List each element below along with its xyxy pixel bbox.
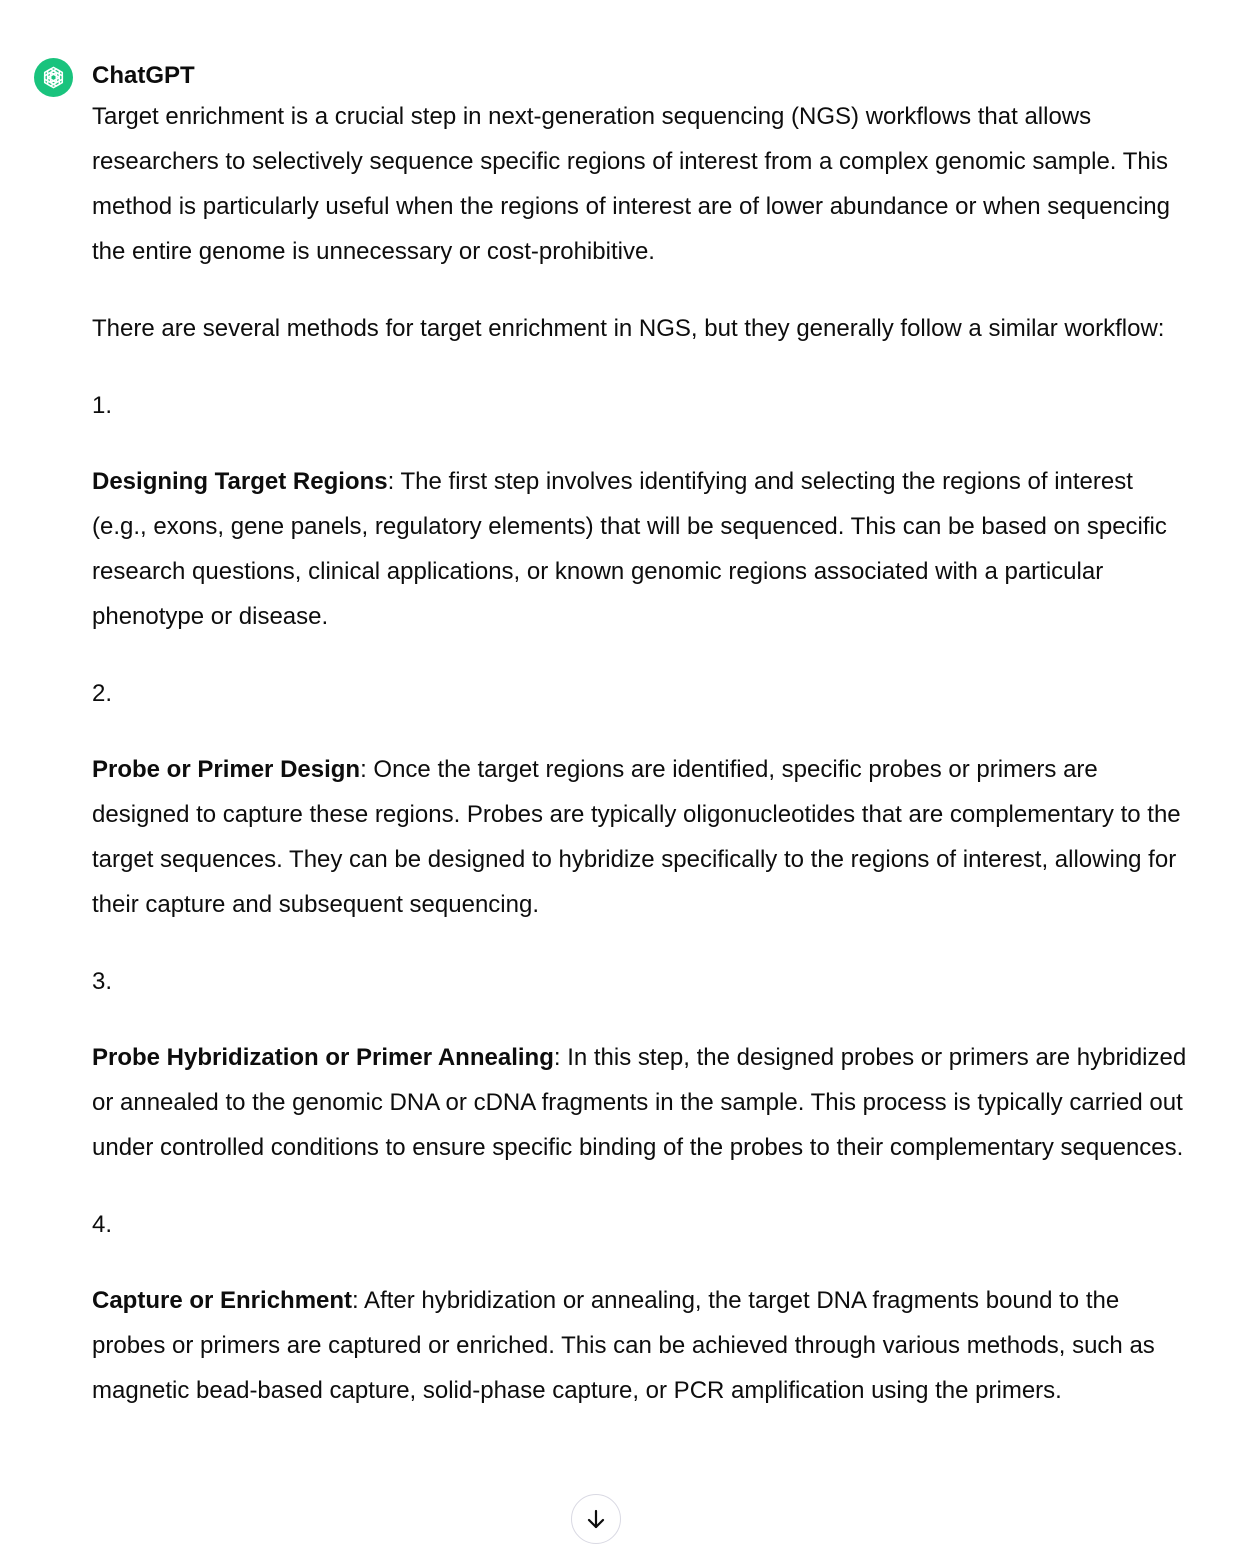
list-item-number: 3. bbox=[92, 968, 113, 995]
list-item-number: 4. bbox=[92, 1211, 113, 1238]
list-item-title: Capture or Enrichment bbox=[92, 1287, 353, 1314]
avatar bbox=[34, 58, 73, 97]
list-item bbox=[92, 747, 1192, 927]
list-item-text: : The first step involves identifying and selecting the regions of interest (e.g., exons, gene panels, regulatory elements) that will be sequenced. This can be based on specific research questions, clinical applications, or known genomic regions associated with a particular phenotype or disease. bbox=[92, 468, 1167, 630]
list-item-title: Designing Target Regions bbox=[92, 468, 388, 495]
list-item-title: Probe Hybridization or Primer Annealing bbox=[92, 1044, 554, 1071]
intro-paragraph: Target enrichment is a crucial step in next-generation sequencing (NGS) workflows that allows researchers to selectively sequence specific regions of interest from a complex genomic sample. This method is particularly useful when the regions of interest are of lower abundance or when sequencing the entire genome is unnecessary or cost-prohibitive. bbox=[92, 103, 1170, 265]
arrow-down-icon bbox=[584, 1507, 608, 1531]
list-item bbox=[92, 459, 1192, 639]
list-item bbox=[92, 1278, 1192, 1413]
workflow-list bbox=[92, 383, 1192, 1413]
list-item-title: Probe or Primer Design bbox=[92, 756, 361, 783]
list-item-number: 1. bbox=[92, 392, 113, 419]
message-content bbox=[92, 58, 1192, 1413]
list-item-text: : Once the target regions are identified, specific probes or primers are designed to capture these regions. Probes are typically oligonucleotides that are complementary to the target sequences. They can be designed to hybridize specifically to the regions of interest, allowing for their capture and subsequent sequencing. bbox=[92, 756, 1181, 918]
list-item-text: : In this step, the designed probes or primers are hybridized or annealed to the genomic DNA or cDNA fragments in the sample. This process is typically carried out under controlled conditions to ensure specific binding of the probes to their complementary sequences. bbox=[92, 1044, 1187, 1161]
list-item bbox=[92, 1035, 1192, 1170]
list-item-text: : After hybridization or annealing, the target DNA fragments bound to the probes or primers are captured or enriched. This can be achieved through various methods, such as magnetic bead-based capture, solid-phase capture, or PCR amplification using the primers. bbox=[92, 1287, 1155, 1404]
lead-paragraph: There are several methods for target enrichment in NGS, but they generally follow a similar workflow: bbox=[92, 315, 1165, 342]
scroll-to-bottom-button[interactable] bbox=[571, 1494, 621, 1544]
openai-logo-icon bbox=[40, 64, 67, 91]
author-name: ChatGPT bbox=[92, 62, 195, 89]
list-item-number: 2. bbox=[92, 680, 113, 707]
